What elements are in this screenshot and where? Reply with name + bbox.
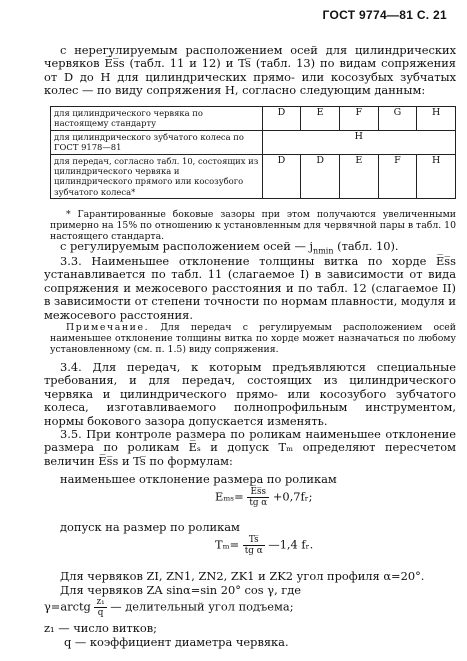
worms-profile-angle: Для червяков ZI, ZN1, ZN2, ZK1 и ZK2 угол профиля α=20°.	[60, 569, 425, 583]
table-cell: F	[339, 107, 378, 131]
table-cell: E	[301, 107, 340, 131]
table-row-label: для цилиндрического червяка по настоящему стандарту	[51, 107, 263, 131]
table-row	[51, 107, 456, 131]
table-cell: D	[262, 107, 301, 131]
formula-tail: —1,4 fᵣ.	[268, 537, 314, 552]
table-cell: E	[339, 154, 378, 199]
z1-definition: z₁ — число витков;	[44, 621, 157, 635]
table-row	[51, 130, 456, 154]
table-row	[51, 154, 456, 199]
table-cell: H	[417, 154, 456, 199]
worms-za: Для червяков ZA sinα=sin 20° cos γ, где	[60, 583, 302, 597]
intro-paragraph: с нерегулируемым расположением осей для цилиндрических червяков E̅s̅s (табл. 11 и 12) и Ts̅ (табл. 13) по видам сопряжения от D до H для цилиндрических прямо- или косозубых зубчатых колес — по виду сопряжения H, согласно следующим данным:	[44, 43, 456, 98]
table-cell: H	[262, 130, 455, 154]
table-cell: G	[378, 107, 417, 131]
formula-lhs: Eₘₛ=	[215, 489, 244, 504]
table-cell: F	[378, 154, 417, 199]
regulated-text: с регулируемым расположением осей — j	[60, 239, 314, 253]
note	[50, 322, 456, 356]
formula-lhs: γ=arctg	[44, 599, 91, 614]
footnote: * Гарантированные боковые зазоры при этом получаются увеличенными примерно на 15% по отношению к установленным для червячной пары в табл. 10 настоящего стандарта.	[50, 209, 456, 243]
table-cell: D	[262, 154, 301, 199]
tolerance-label: допуск на размер по роликам	[60, 520, 240, 534]
table-row-label: для передач, согласно табл. 10, состоящих из цилиндрического червяка и цилиндрического прямого или косозубого зубчатого колеса*	[51, 154, 263, 199]
gamma-description: — делительный угол подъема;	[110, 599, 294, 614]
conjugation-table	[50, 106, 456, 199]
fraction-denominator: tg α	[249, 498, 268, 508]
table-cell: H	[417, 107, 456, 131]
formula-tail: +0,7fᵣ;	[272, 489, 313, 504]
fraction-denominator: tg α	[244, 546, 263, 556]
fraction	[247, 487, 269, 508]
q-definition: q — коэффициент диаметра червяка.	[64, 635, 289, 649]
least-deviation-label: наименьшее отклонение размера по роликам	[60, 472, 337, 486]
formula-gamma	[44, 597, 294, 618]
paragraph-3-3: 3.3. Наименьшее отклонение толщины витка по хорде E̅s̅s устанавливается по табл. 11 (слагаемое I) в зависимости от вида сопряжения и межосевого расстояния и по табл. 12 (слагаемое II) в зависимости от степени точности по нормам плавности, модуля и межосевого расстояния.	[44, 254, 457, 322]
fraction-numerator: Ts̅	[243, 535, 265, 546]
fraction	[94, 597, 106, 618]
formula-t-m	[215, 535, 313, 556]
fraction-denominator: q	[97, 608, 104, 618]
table-row-label: для цилиндрического зубчатого колеса по ГОСТ 9178—81	[51, 130, 263, 154]
note-label: Примечание.	[66, 322, 150, 333]
note-text: Для передач с регулируемым расположением осей наименьшее отклонение толщины витка по хорде может назначаться по любому установленному (см. п. 1.5) виду сопряжения.	[50, 322, 456, 356]
paragraph-3-5: 3.5. При контроле размера по роликам наименьшее отклонение размера по роликам E̅ₛ и допуск Tₘ определяют пересчетом величин E̅s̅s и Ts̅ по формулам:	[44, 427, 456, 468]
formula-e-ms	[215, 487, 313, 508]
regulated-tail: (табл. 10).	[333, 239, 399, 253]
table-cell: D	[301, 154, 340, 199]
fraction-numerator: z₁	[96, 597, 105, 607]
page-header: ГОСТ 9774—81 С. 21	[322, 8, 447, 22]
fraction	[243, 535, 265, 556]
regulated-subscript: nmin	[313, 246, 334, 256]
formula-lhs: Tₘ=	[215, 537, 240, 552]
fraction-numerator: E̅s̅s	[247, 487, 269, 498]
paragraph-3-4: 3.4. Для передач, к которым предъявляются специальные требования, и для передач, состоящих из цилиндрического червяка и цилиндрического прямо- или косозубого зубчатого колеса, изготавливаемого полнопрофильным инструментом, нормы бокового зазора допускается изменять.	[44, 360, 456, 428]
